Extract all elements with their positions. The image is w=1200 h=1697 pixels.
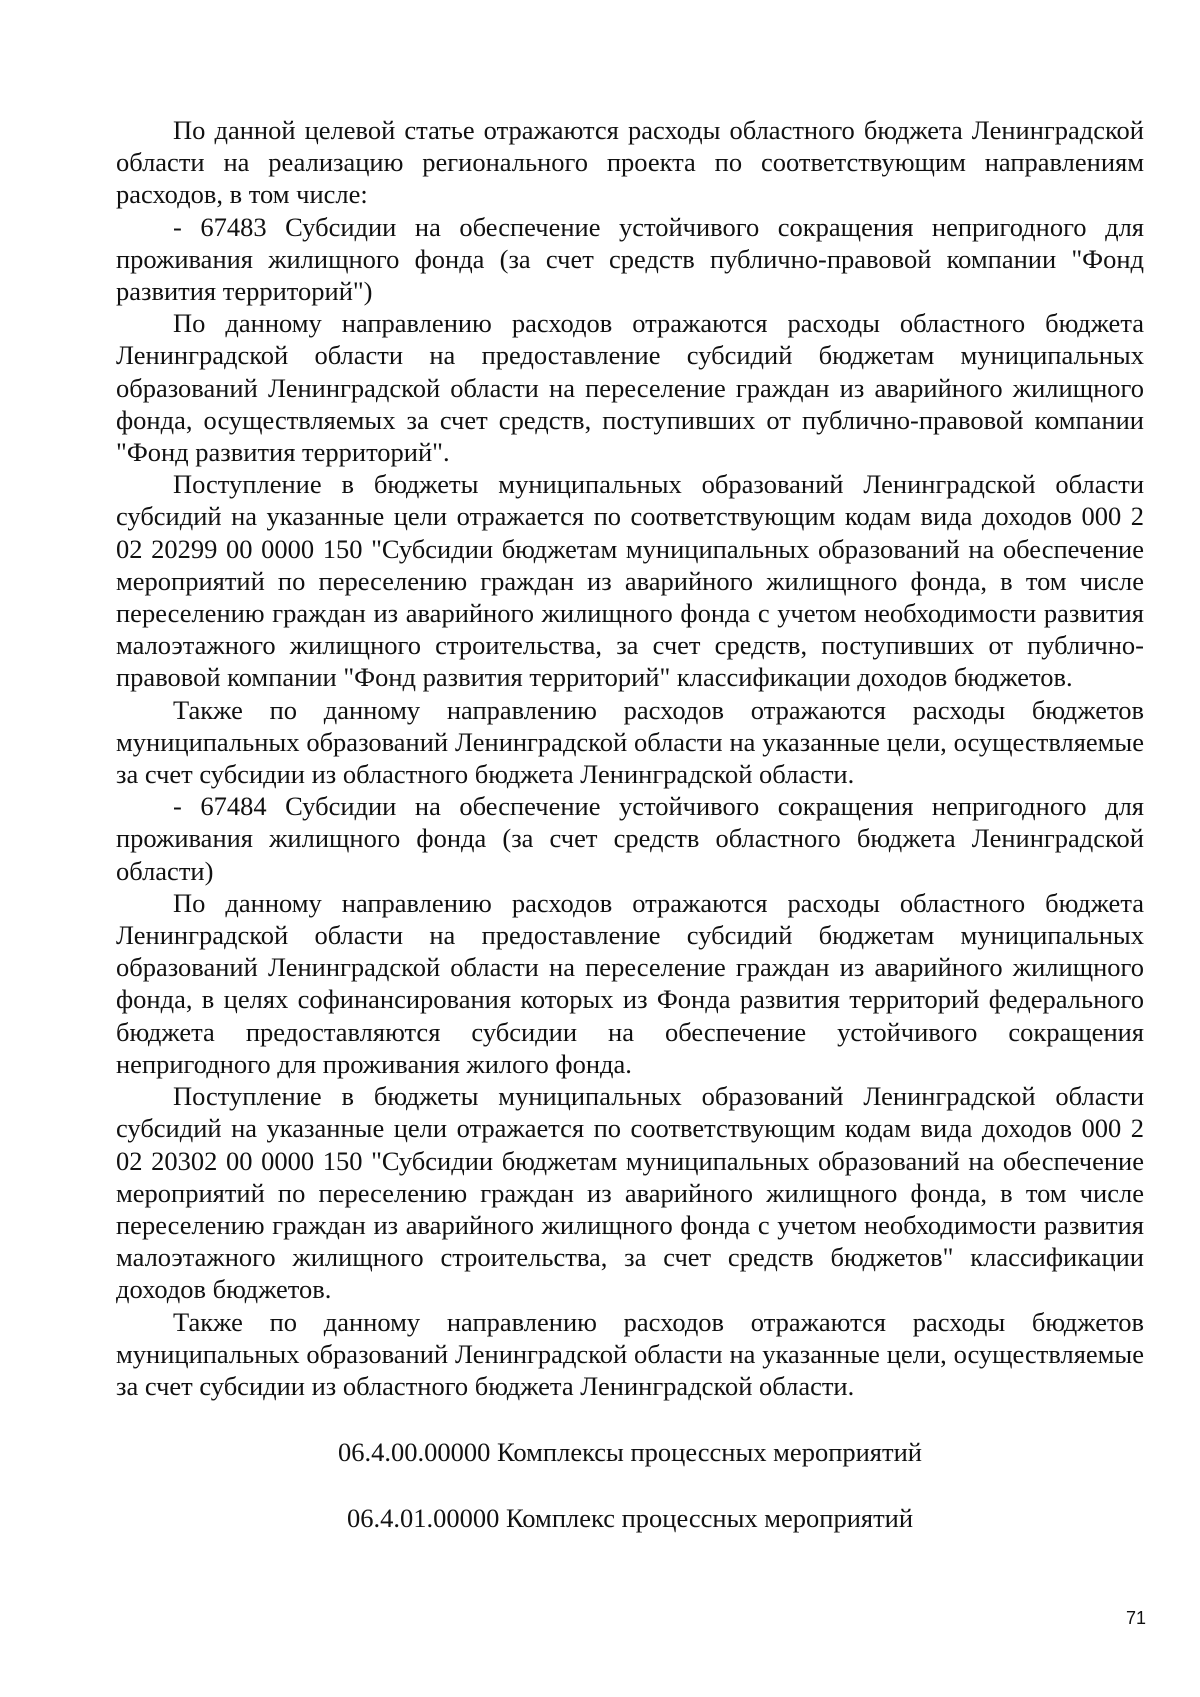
paragraph-67483-income: Поступление в бюджеты муниципальных образований Ленинградской области субсидий на указанные цели отражается по соответствующим кодам вида доходов 000 2 02 20299 00 0000 150 "Субсидии бюджетам муниципальных образований на обеспечение мероприятий по переселению граждан из аварийного жилищного фонда, в том числе переселению граждан из аварийного жилищного фонда с учетом необходимости развития малоэтажного жилищного строительства, за счет средств, поступивших от публично-правовой компании "Фонд развития территорий" классификации доходов бюджетов.: [116, 469, 1144, 693]
paragraph-intro: По данной целевой статье отражаются расходы областного бюджета Ленинградской области на реализацию регионального проекта по соответствующим направлениям расходов, в том числе:: [116, 115, 1144, 210]
paragraph-67484-description: По данному направлению расходов отражаются расходы областного бюджета Ленинградской области на предоставление субсидий бюджетам муниципальных образований Ленинградской области на переселение граждан из аварийного жилищного фонда, в целях софинансирования которых из Фонда развития территорий федерального бюджета предоставляются субсидии на обеспечение устойчивого сокращения непригодного для проживания жилого фонда.: [116, 887, 1144, 1079]
paragraph-67484-municipal: Также по данному направлению расходов отражаются расходы бюджетов муниципальных образований Ленинградской области на указанные цели, осуществляемые за счет субсидии из областного бюджета Ленинградской области.: [116, 1306, 1144, 1401]
paragraph-67483-municipal: Также по данному направлению расходов отражаются расходы бюджетов муниципальных образований Ленинградской области на указанные цели, осуществляемые за счет субсидии из областного бюджета Ленинградской области.: [116, 694, 1144, 790]
page-number: 71: [1126, 1608, 1147, 1628]
section-heading-06-4-00: 06.4.00.00000 Комплексы процессных мероприятий: [338, 1437, 922, 1468]
section-heading-06-4-01: 06.4.01.00000 Комплекс процессных мероприятий: [346, 1503, 914, 1534]
paragraph-67484-income: Поступление в бюджеты муниципальных образований Ленинградской области субсидий на указанные цели отражается по соответствующим кодам вида доходов 000 2 02 20302 00 0000 150 "Субсидии бюджетам муниципальных образований на обеспечение мероприятий по переселению граждан из аварийного жилищного фонда, в том числе переселению граждан из аварийного жилищного фонда с учетом необходимости развития малоэтажного жилищного строительства, за счет средств бюджетов" классификации доходов бюджетов.: [116, 1081, 1144, 1305]
paragraph-67483-description: По данному направлению расходов отражаются расходы областного бюджета Ленинградской области на предоставление субсидий бюджетам муниципальных образований Ленинградской области на переселение граждан из аварийного жилищного фонда, осуществляемых за счет средств, поступивших от публично-правовой компании "Фонд развития территорий".: [116, 308, 1144, 468]
paragraph-item-67483: - 67483 Субсидии на обеспечение устойчивого сокращения непригодного для проживания жилищного фонда (за счет средств публично-правовой компании "Фонд развития территорий"): [116, 211, 1144, 307]
document-page: [116, 114, 1144, 1534]
paragraph-item-67484: - 67484 Субсидии на обеспечение устойчивого сокращения непригодного для проживания жилищного фонда (за счет средств областного бюджета Ленинградской области): [116, 791, 1144, 886]
